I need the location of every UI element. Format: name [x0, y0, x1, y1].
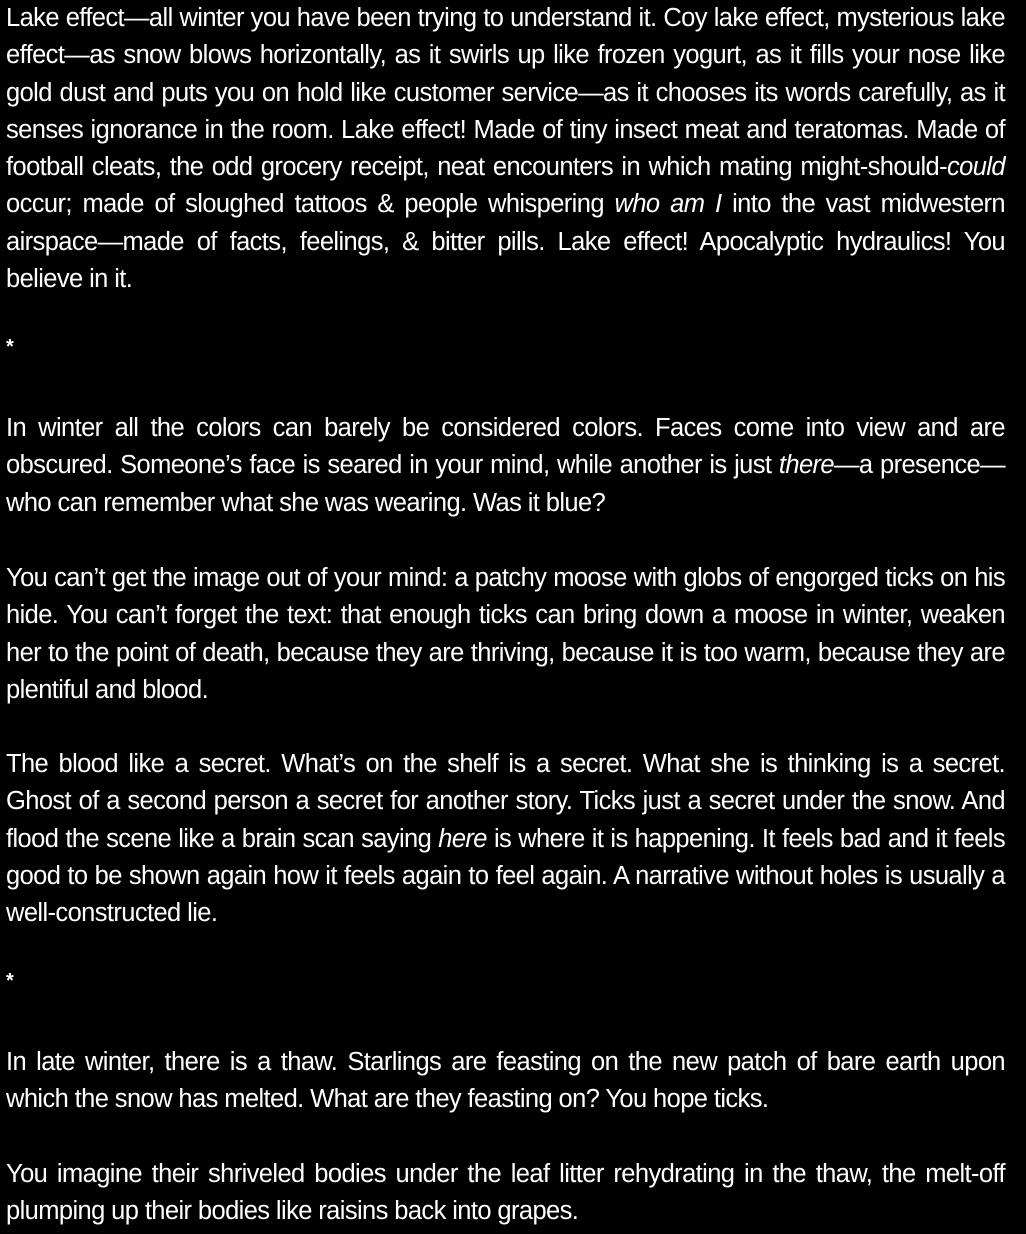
paragraph-colors [6, 410, 1005, 522]
text-segment: into the vast midwestern airspace—made of facts, feelings, & bitter pills. Lake effect! Apocalyptic hydraulics! You believe in it. [6, 190, 1006, 294]
text-segment: occur; made of sloughed tattoos & people whispering [6, 190, 615, 219]
text-segment: In winter all the colors can barely be considered colors. Faces come into view and are obscured. Someone’s face is seared in your mind, while another is just [6, 414, 1005, 480]
text-segment: The blood like a secret. What’s on the shelf is a secret. What she is thinking is a secret. Ghost of a second person a secret for another story. Ticks just a secret under the snow. And flood the scene like a brain scan saying [6, 750, 1005, 853]
paragraph-lake-effect [6, 0, 1005, 298]
section-separator: * [6, 970, 14, 992]
paragraph-thaw [6, 1044, 1005, 1119]
text-segment: Lake effect—all winter you have been trying to understand it. Coy lake effect, mysterious lake effect—as snow blows horizontally, as it swirls up like frozen yogurt, as it fills your nose like gold dust and puts you on hold like customer service—as it chooses its words carefully, as it senses ignorance in the room. Lake effect! Made of tiny insect meat and teratomas. Made of football cleats, the odd grocery receipt, neat encounters in which mating might-should- [6, 4, 1005, 182]
italic-segment: could [947, 153, 1005, 182]
text-segment: —a presence—who can remember what she was wearing. Was it blue? [6, 451, 1005, 517]
text-segment: is where it is happening. It feels bad and it feels good to be shown again how it feels again to feel again. A narrative without holes is usually a well-constructed lie. [6, 824, 1005, 928]
paragraph-secret [6, 746, 1005, 932]
paragraph-moose [6, 560, 1005, 709]
text-segment: You imagine their shriveled bodies under the leaf litter rehydrating in the thaw, the melt-off plumping up their bodies like raisins back into grapes. [6, 1160, 1005, 1226]
paragraph-raisins [6, 1156, 1005, 1231]
italic-segment: here [438, 824, 487, 853]
italic-segment: who am I [614, 190, 722, 219]
italic-segment: there [778, 451, 834, 480]
text-segment: In late winter, there is a thaw. Starlings are feasting on the new patch of bare earth upon which the snow has melted. What are they feasting on? You hope ticks. [6, 1048, 1005, 1114]
section-separator: * [6, 336, 14, 358]
text-segment: You can’t get the image out of your mind: a patchy moose with globs of engorged ticks on his hide. You can’t forget the text: that enough ticks can bring down a moose in winter, weaken her to the point of death, because they are thriving, because it is too warm, because they are plentiful and blood. [6, 564, 1005, 704]
